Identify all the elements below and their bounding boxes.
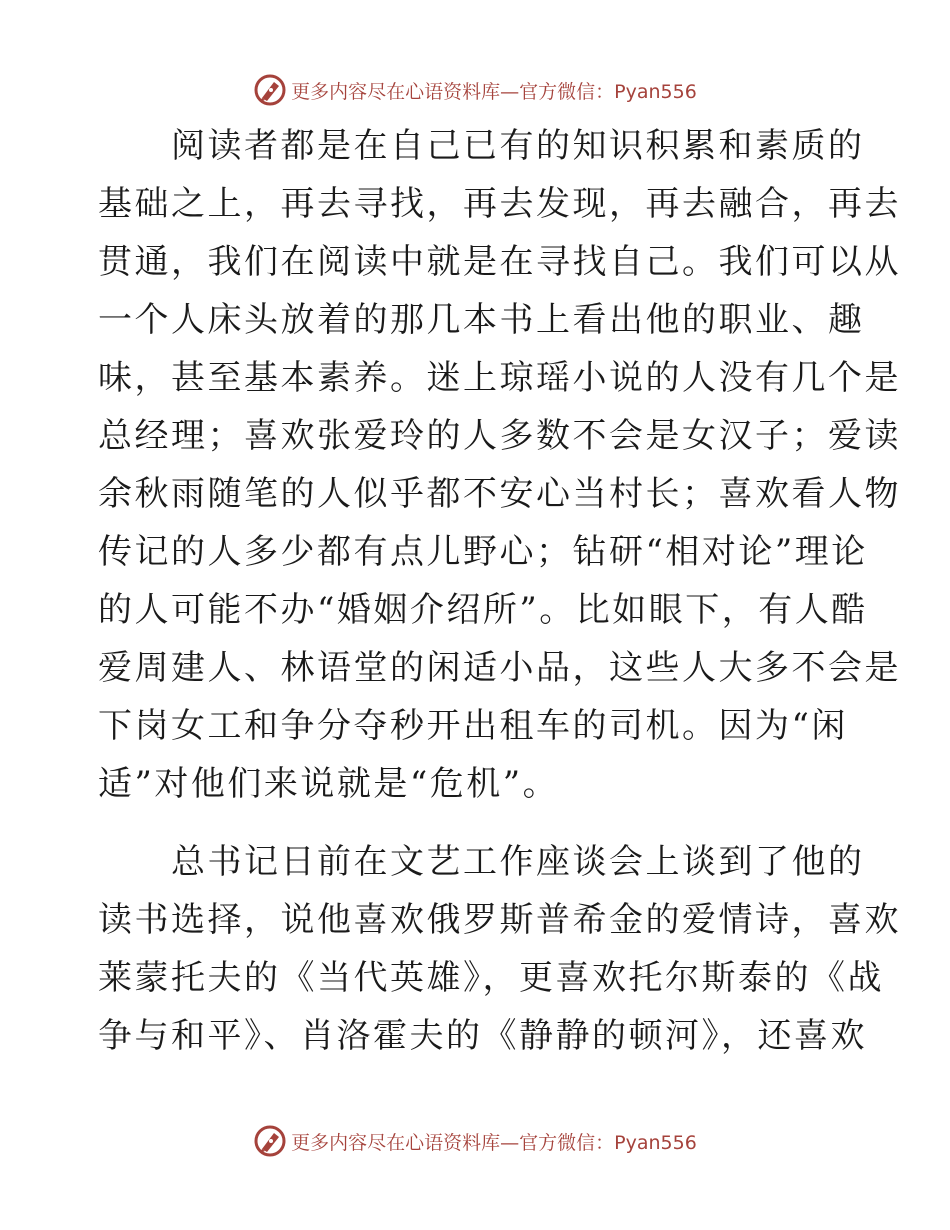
red-pen-nib-logo-icon (253, 1124, 287, 1158)
text-line: 总书记日前在文艺工作座谈会上谈到了他的 (98, 842, 865, 882)
text-line: 味，甚至基本素养。迷上琼瑶小说的人没有几个是 (98, 358, 901, 398)
header-banner (0, 70, 950, 110)
red-pen-nib-logo-icon (253, 73, 287, 107)
text-line: 余秋雨随笔的人似乎都不安心当村长；喜欢看人物 (98, 474, 901, 514)
text-line: 爱周建人、林语堂的闲适小品，这些人大多不会是 (98, 648, 901, 688)
paragraph-1 (98, 117, 901, 813)
text-line: 适”对他们来说就是“危机”。 (98, 764, 560, 804)
text-line: 总经理；喜欢张爱玲的人多数不会是女汉子；爱读 (98, 416, 901, 456)
text-line: 贯通，我们在阅读中就是在寻找自己。我们可以从 (98, 242, 901, 282)
text-line: 一个人床头放着的那几本书上看出他的职业、趣 (98, 300, 865, 340)
text-line: 下岗女工和争分夺秒开出租车的司机。因为“闲 (98, 706, 848, 746)
footer-banner (0, 1121, 950, 1161)
banner-text: 更多内容尽在心语资料库—官方微信：Pyan556 (291, 80, 697, 103)
text-line: 传记的人多少都有点儿野心；钻研“相对论”理论 (98, 532, 868, 572)
paragraph-2 (98, 833, 901, 1065)
wechat-id: Pyan556 (614, 1131, 697, 1154)
wechat-id: Pyan556 (614, 80, 697, 103)
text-line: 基础之上，再去寻找，再去发现，再去融合，再去 (98, 184, 901, 224)
banner-text: 更多内容尽在心语资料库—官方微信：Pyan556 (291, 1131, 697, 1154)
text-line: 争与和平》、肖洛霍夫的《静静的顿河》，还喜欢 (98, 1016, 867, 1056)
text-line: 的人可能不办“婚姻介绍所”。比如眼下，有人酷 (98, 590, 868, 630)
text-line: 阅读者都是在自己已有的知识积累和素质的 (98, 126, 865, 166)
text-line: 读书选择，说他喜欢俄罗斯普希金的爱情诗，喜欢 (98, 900, 901, 940)
text-line: 莱蒙托夫的《当代英雄》，更喜欢托尔斯泰的《战 (98, 958, 884, 998)
